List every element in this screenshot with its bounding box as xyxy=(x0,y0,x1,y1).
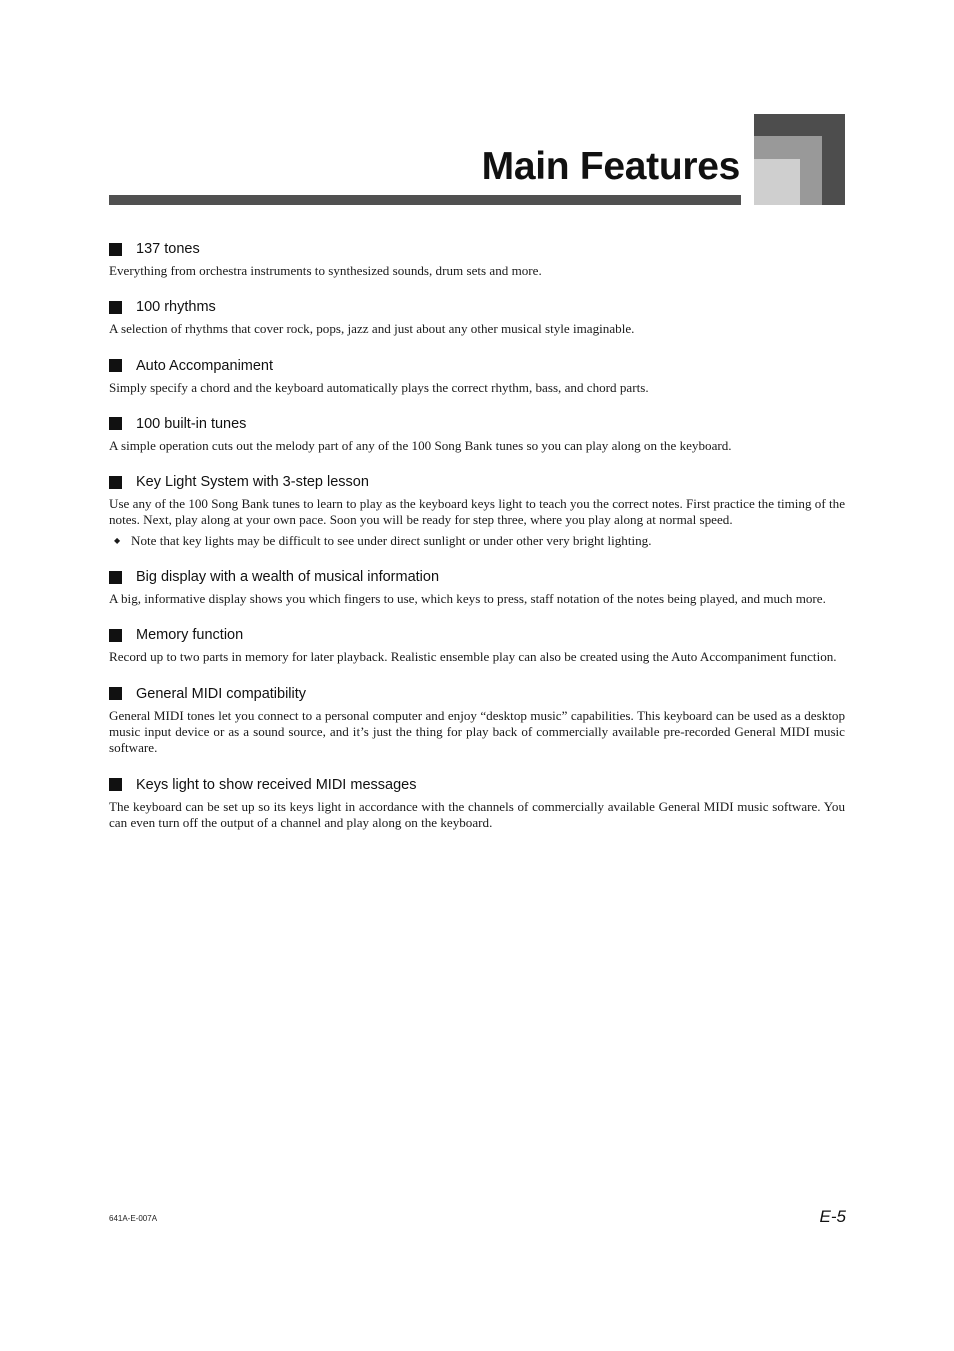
square-bullet-icon xyxy=(109,571,122,584)
feature-item xyxy=(109,414,845,454)
document-code: 641A-E-007A xyxy=(109,1214,158,1223)
square-bullet-icon xyxy=(109,629,122,642)
feature-item xyxy=(109,472,845,549)
square-bullet-icon xyxy=(109,476,122,489)
feature-item xyxy=(109,684,845,757)
feature-list xyxy=(109,239,845,831)
feature-heading xyxy=(109,625,845,645)
page-title: Main Features xyxy=(481,145,740,188)
feature-heading-text: General MIDI compatibility xyxy=(136,685,307,702)
square-bullet-icon xyxy=(109,778,122,791)
feature-item xyxy=(109,356,845,396)
square-bullet-icon xyxy=(109,243,122,256)
feature-item xyxy=(109,297,845,337)
feature-heading xyxy=(109,567,845,587)
feature-heading xyxy=(109,297,845,317)
feature-heading-text: Auto Accompaniment xyxy=(136,357,274,374)
square-bullet-icon xyxy=(109,301,122,314)
feature-description: The keyboard can be set up so its keys light in accordance with the channels of commercially available General MIDI music software. You can even turn off the output of a channel and play along on the keyboard. xyxy=(109,798,845,830)
feature-item xyxy=(109,775,845,832)
feature-heading xyxy=(109,775,845,795)
feature-description: A big, informative display shows you which fingers to use, which keys to press, staff notation of the notes being played, and much more. xyxy=(109,591,826,607)
feature-heading xyxy=(109,356,845,376)
page-number: E-5 xyxy=(819,1207,846,1226)
feature-heading-text: 100 built-in tunes xyxy=(136,415,247,432)
feature-item xyxy=(109,239,845,279)
title-underline-bar xyxy=(109,195,741,205)
feature-description: A simple operation cuts out the melody part of any of the 100 Song Bank tunes so you can play along on the keyboard. xyxy=(109,437,732,453)
feature-heading-text: Memory function xyxy=(136,627,244,644)
feature-heading-text: 100 rhythms xyxy=(136,299,216,316)
feature-heading-text: Keys light to show received MIDI messages xyxy=(136,776,417,793)
feature-description: Record up to two parts in memory for later playback. Realistic ensemble play can also be created using the Auto Accompaniment function. xyxy=(109,649,837,665)
corner-decoration-light xyxy=(754,159,800,205)
feature-item xyxy=(109,567,845,607)
feature-description: Use any of the 100 Song Bank tunes to learn to play as the keyboard keys light to teach you the correct notes. First practice the timing of the notes. Next, play along at your own pace. Soon you will be ready for step three, where you play along at normal speed. xyxy=(109,496,845,528)
feature-heading-text: Key Light System with 3-step lesson xyxy=(136,474,369,491)
feature-description: Everything from orchestra instruments to synthesized sounds, drum sets and more. xyxy=(109,263,542,278)
feature-heading-text: 137 tones xyxy=(136,241,200,257)
feature-description: A selection of rhythms that cover rock, pops, jazz and just about any other musical style imaginable. xyxy=(109,321,635,337)
feature-description: General MIDI tones let you connect to a personal computer and enjoy “desktop music” capabilities. This keyboard can be used as a desktop music input device or as a sound source, and it’s just the thing for play back of commercially available pre-recorded General MIDI music software. xyxy=(109,707,845,756)
square-bullet-icon xyxy=(109,359,122,372)
feature-heading xyxy=(109,472,845,492)
feature-heading xyxy=(109,414,845,434)
feature-note xyxy=(109,533,845,549)
feature-heading-text: Big display with a wealth of musical information xyxy=(136,569,440,586)
feature-note-text: Note that key lights may be difficult to see under direct sunlight or under other very bright lighting. xyxy=(131,532,652,548)
feature-item xyxy=(109,625,845,665)
feature-heading xyxy=(109,684,845,704)
feature-heading xyxy=(109,239,845,259)
square-bullet-icon xyxy=(109,687,122,700)
square-bullet-icon xyxy=(109,417,122,430)
diamond-bullet-icon: ◆ xyxy=(114,535,121,545)
feature-description: Simply specify a chord and the keyboard automatically plays the correct rhythm, bass, and chord parts. xyxy=(109,379,649,395)
